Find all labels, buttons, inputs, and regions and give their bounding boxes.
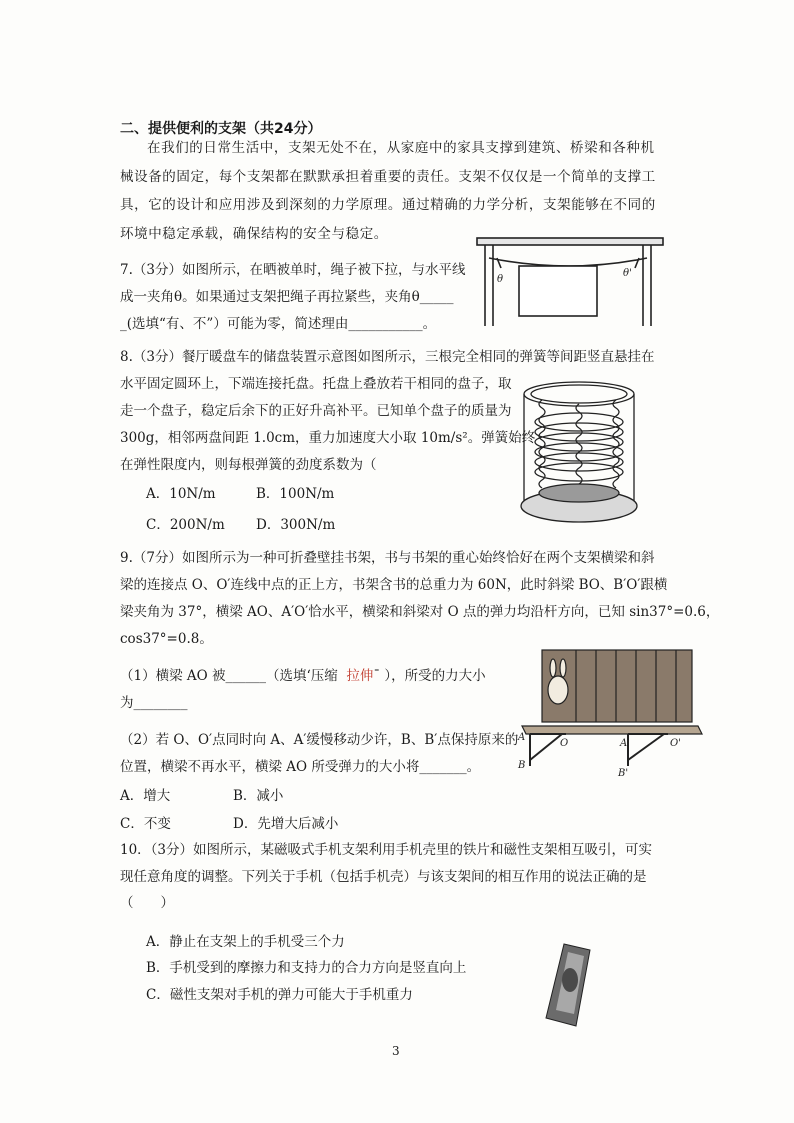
page-number: 3	[392, 1044, 400, 1058]
q9-sub2-line1: （2）若 O、O′点同时向 A、A′缓慢移动少许，B、B′点保持原来的	[120, 732, 519, 748]
q9-label-a-prime: A'	[620, 738, 630, 749]
q7-theta-prime-label: θ'	[623, 268, 632, 279]
q9-option-d[interactable]: D．先增大后减小	[233, 816, 339, 832]
q9-sub1-red-mark: 拉伸	[346, 668, 374, 684]
q7-line1: 7.（3分）如图所示，在晒被单时，绳子被下拉，与水平线	[120, 262, 466, 278]
q10-line2: 现任意角度的调整。下列关于手机（包括手机壳）与该支架间的相互作用的说法正确的是	[120, 869, 647, 885]
q9-sub2-line2: 位置，横梁不再水平，横梁 AO 所受弹力的大小将_______。	[120, 759, 481, 775]
q8-option-a[interactable]: A．10N/m	[146, 486, 216, 502]
q10-figure-phone-holder	[540, 940, 600, 1030]
q9-line4: cos37°=0.8。	[120, 631, 213, 647]
q9-option-c[interactable]: C．不变	[120, 816, 171, 832]
q8-option-b[interactable]: B．100N/m	[256, 486, 335, 502]
q10-option-b[interactable]: B．手机受到的摩擦力和支持力的合力方向是竖直向上	[146, 960, 467, 976]
q8-line2: 水平固定圆环上，下端连接托盘。托盘上叠放若干相同的盘子，取	[120, 376, 512, 392]
q9-option-b[interactable]: B．减小	[233, 788, 284, 804]
q10-line1: 10．（3分）如图所示，某磁吸式手机支架利用手机壳里的铁片和磁性支架相互吸引，可实	[120, 842, 653, 858]
q8-option-d[interactable]: D．300N/m	[256, 517, 336, 533]
q9-line3: 梁夹角为 37°，横梁 AO、A′O′恰水平，横梁和斜梁对 O 点的弹力均沿杆方向，已知 sin37°=0.6，	[120, 604, 720, 620]
q9-sub1-answer: 为________	[120, 695, 188, 711]
q10-option-a[interactable]: A．静止在支架上的手机受三个力	[146, 934, 345, 950]
q9-sub1-text-b: ¯ ），所受的力大小	[373, 668, 486, 684]
q9-label-b: B	[518, 760, 526, 771]
section-title: 二、提供便利的支架（共24分）	[120, 121, 322, 137]
q10-line3: （ ）	[120, 895, 174, 911]
q8-line3: 走一个盘子，稳定后余下的正好升高补平。已知单个盘子的质量为	[120, 403, 512, 419]
q9-label-b-prime: B'	[618, 768, 629, 779]
q9-line2: 梁的连接点 O、O′连线中点的正上方，书架含书的总重力为 60N，此时斜梁 BO、B′O′跟横	[120, 577, 668, 593]
q9-sub1-text-a: （1）横梁 AO 被______（选填‘压缩	[120, 668, 338, 684]
q7-theta-label: θ	[497, 274, 504, 285]
q7-figure-clothesline	[475, 228, 665, 330]
q9-line1: 9.（7分）如图所示为一种可折叠壁挂书架，书与书架的重心始终恰好在两个支架横梁和斜	[120, 550, 655, 566]
q7-line2: 成一夹角θ。如果通过支架把绳子再拉紧些，夹角θ_____	[120, 289, 454, 305]
q9-label-o-prime: O'	[670, 738, 681, 749]
q8-line4: 300g，相邻两盘间距 1.0cm，重力加速度大小取 10m/s²。弹簧始终	[120, 430, 536, 446]
q8-line5: 在弹性限度内，则每根弹簧的劲度系数为（	[120, 457, 377, 473]
q8-figure-plate-warmer	[514, 378, 644, 533]
q9-sub1	[120, 664, 486, 684]
q9-figure-bookshelf	[516, 648, 706, 780]
q8-line1: 8.（3分）餐厅暖盘车的储盘装置示意图如图所示，三根完全相同的弹簧等间距竖直悬挂在	[120, 349, 655, 365]
q9-option-a[interactable]: A．增大	[120, 788, 171, 804]
q9-label-a: A	[518, 732, 526, 743]
q10-option-c[interactable]: C．磁性支架对手机的弹力可能大于手机重力	[146, 987, 413, 1003]
section-intro: 在我们的日常生活中，支架无处不在，从家庭中的家具支撑到建筑、桥梁和各种机械设备的固定，每个支架都在默默承担着重要的责任。支架不仅仅是一个简单的支撑工具，它的设计和应用涉及到深刻的力学原理。通过精确的力学分析，支架能够在不同的环境中稳定承载，确保结构的安全与稳定。	[120, 140, 656, 242]
q9-label-o: O	[560, 738, 569, 749]
q8-option-c[interactable]: C．200N/m	[146, 517, 225, 533]
q7-line3: _(选填“有、不”）可能为零，简述理由___________。	[120, 316, 437, 332]
